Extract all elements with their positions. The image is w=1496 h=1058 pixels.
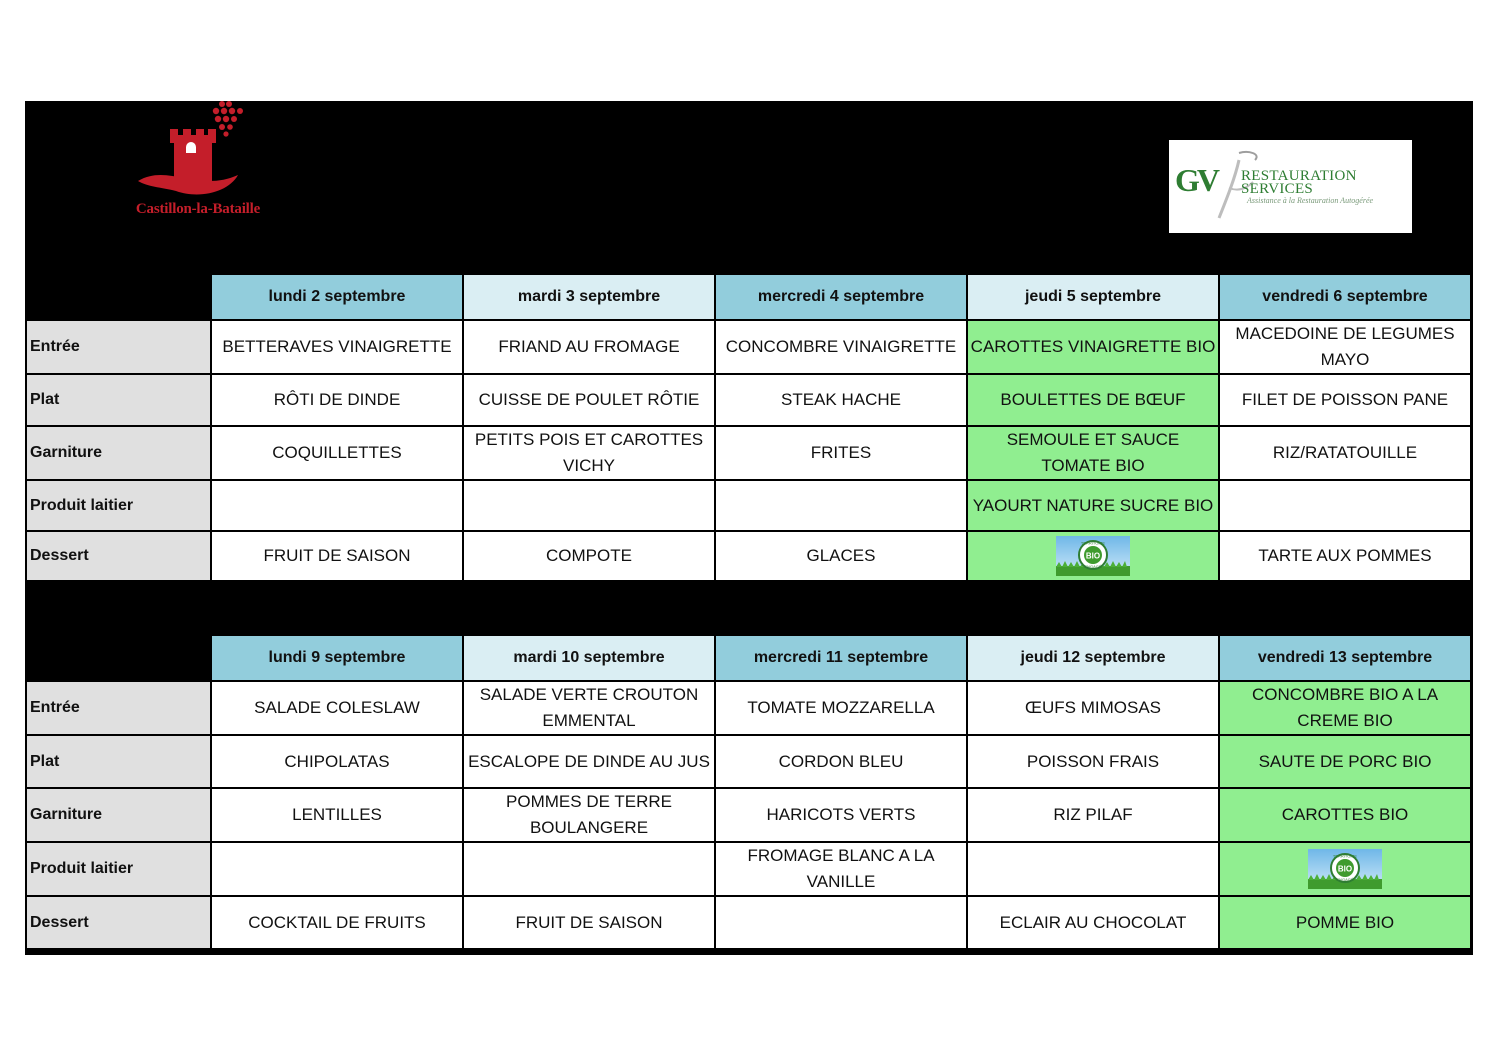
- meal-row: [26, 681, 1471, 735]
- course-label: Entrée: [26, 320, 211, 374]
- territoire-bio-badge-icon: [1308, 849, 1382, 889]
- course-label: Entrée: [26, 681, 211, 735]
- day-header: mardi 3 septembre: [463, 274, 715, 320]
- day-header: lundi 2 septembre: [211, 274, 463, 320]
- castillon-logo: [98, 101, 298, 221]
- meal-cell: CONCOMBRE BIO A LA CREME BIO: [1219, 681, 1471, 735]
- meal-cell: LENTILLES: [211, 788, 463, 842]
- meal-cell: [463, 842, 715, 896]
- course-label: Garniture: [26, 788, 211, 842]
- meal-cell: RÔTI DE DINDE: [211, 374, 463, 426]
- badge-top-text: TERRITOIRE: [1080, 540, 1106, 546]
- menu-sheet: [25, 101, 1473, 955]
- course-label: Plat: [26, 735, 211, 788]
- meal-cell: HARICOTS VERTS: [715, 788, 967, 842]
- meal-cell: FRITES: [715, 426, 967, 480]
- day-header: vendredi 6 septembre: [1219, 274, 1471, 320]
- meal-cell: SALADE COLESLAW: [211, 681, 463, 735]
- meal-cell: [715, 896, 967, 949]
- gv-initials: GV: [1175, 162, 1217, 198]
- meal-cell: SEMOULE ET SAUCE TOMATE BIO: [967, 426, 1219, 480]
- course-label: Dessert: [26, 531, 211, 581]
- day-header-row: [26, 274, 1471, 320]
- course-label: Garniture: [26, 426, 211, 480]
- meal-cell: [1219, 480, 1471, 531]
- meal-cell: FROMAGE BLANC A LA VANILLE: [715, 842, 967, 896]
- castle-grapes-icon: [98, 101, 298, 201]
- logo-line-restauration: RESTAURATION: [1241, 168, 1357, 184]
- meal-cell: ŒUFS MIMOSAS: [967, 681, 1219, 735]
- meal-cell: [211, 842, 463, 896]
- territoire-bio-badge-icon: [1056, 536, 1130, 576]
- meal-cell: ESCALOPE DE DINDE AU JUS: [463, 735, 715, 788]
- meal-cell: CONCOMBRE VINAIGRETTE: [715, 320, 967, 374]
- meal-row: [26, 735, 1471, 788]
- meal-cell: YAOURT NATURE SUCRE BIO: [967, 480, 1219, 531]
- meal-cell: POMME BIO: [1219, 896, 1471, 949]
- week-2-menu-table: [25, 634, 1472, 950]
- meal-cell: [1219, 842, 1471, 896]
- meal-cell: CAROTTES BIO: [1219, 788, 1471, 842]
- meal-cell: TOMATE MOZZARELLA: [715, 681, 967, 735]
- meal-cell: FILET DE POISSON PANE: [1219, 374, 1471, 426]
- day-header: lundi 9 septembre: [211, 635, 463, 681]
- meal-cell: FRIAND AU FROMAGE: [463, 320, 715, 374]
- meal-cell: BETTERAVES VINAIGRETTE: [211, 320, 463, 374]
- meal-cell: RIZ PILAF: [967, 788, 1219, 842]
- meal-cell: CAROTTES VINAIGRETTE BIO: [967, 320, 1219, 374]
- meal-cell: FRUIT DE SAISON: [211, 531, 463, 581]
- meal-row: [26, 842, 1471, 896]
- meal-cell: SALADE VERTE CROUTON EMMENTAL: [463, 681, 715, 735]
- meal-cell: MACEDOINE DE LEGUMES MAYO: [1219, 320, 1471, 374]
- gv-restauration-logo: [1169, 140, 1412, 233]
- day-header: mercredi 4 septembre: [715, 274, 967, 320]
- day-header: vendredi 13 septembre: [1219, 635, 1471, 681]
- meal-cell: CHIPOLATAS: [211, 735, 463, 788]
- day-header: mercredi 11 septembre: [715, 635, 967, 681]
- meal-cell: BOULETTES DE BŒUF: [967, 374, 1219, 426]
- course-label: Dessert: [26, 896, 211, 949]
- badge-bottom-text: ENGAGÉ: [1084, 564, 1102, 569]
- meal-cell: ECLAIR AU CHOCOLAT: [967, 896, 1219, 949]
- course-label: Produit laitier: [26, 842, 211, 896]
- week-1-menu-table: [25, 273, 1472, 582]
- meal-cell: [715, 480, 967, 531]
- logo-line-services: SERVICES: [1241, 181, 1314, 197]
- meal-cell: STEAK HACHE: [715, 374, 967, 426]
- day-header-row: [26, 635, 1471, 681]
- meal-cell: CUISSE DE POULET RÔTIE: [463, 374, 715, 426]
- badge-bottom-text: ENGAGÉ: [1336, 877, 1354, 882]
- course-label: Plat: [26, 374, 211, 426]
- logo-tagline: Assistance à la Restauration Autogérée: [1247, 196, 1374, 205]
- meal-cell: [463, 480, 715, 531]
- town-name: Castillon-la-Bataille: [135, 201, 261, 217]
- badge-center-text: BIO: [1337, 864, 1353, 874]
- meal-cell: COMPOTE: [463, 531, 715, 581]
- day-header: jeudi 5 septembre: [967, 274, 1219, 320]
- meal-cell: [967, 842, 1219, 896]
- header-corner: [26, 274, 211, 320]
- badge-center-text: BIO: [1085, 551, 1101, 561]
- meal-cell: POMMES DE TERRE BOULANGERE: [463, 788, 715, 842]
- meal-row: [26, 896, 1471, 949]
- meal-cell: [211, 480, 463, 531]
- day-header: mardi 10 septembre: [463, 635, 715, 681]
- meal-cell: SAUTE DE PORC BIO: [1219, 735, 1471, 788]
- meal-cell: COQUILLETTES: [211, 426, 463, 480]
- meal-cell: PETITS POIS ET CAROTTES VICHY: [463, 426, 715, 480]
- meal-cell: TARTE AUX POMMES: [1219, 531, 1471, 581]
- day-header: jeudi 12 septembre: [967, 635, 1219, 681]
- meal-row: [26, 426, 1471, 480]
- meal-row: [26, 788, 1471, 842]
- course-label: Produit laitier: [26, 480, 211, 531]
- header-corner: [26, 635, 211, 681]
- badge-top-text: TERRITOIRE: [1332, 853, 1358, 859]
- meal-row: [26, 320, 1471, 374]
- meal-cell: COCKTAIL DE FRUITS: [211, 896, 463, 949]
- meal-cell: [967, 531, 1219, 581]
- meal-row: [26, 480, 1471, 531]
- meal-cell: FRUIT DE SAISON: [463, 896, 715, 949]
- meal-cell: CORDON BLEU: [715, 735, 967, 788]
- meal-cell: RIZ/RATATOUILLE: [1219, 426, 1471, 480]
- meal-row: [26, 374, 1471, 426]
- meal-cell: POISSON FRAIS: [967, 735, 1219, 788]
- meal-row: [26, 531, 1471, 581]
- meal-cell: GLACES: [715, 531, 967, 581]
